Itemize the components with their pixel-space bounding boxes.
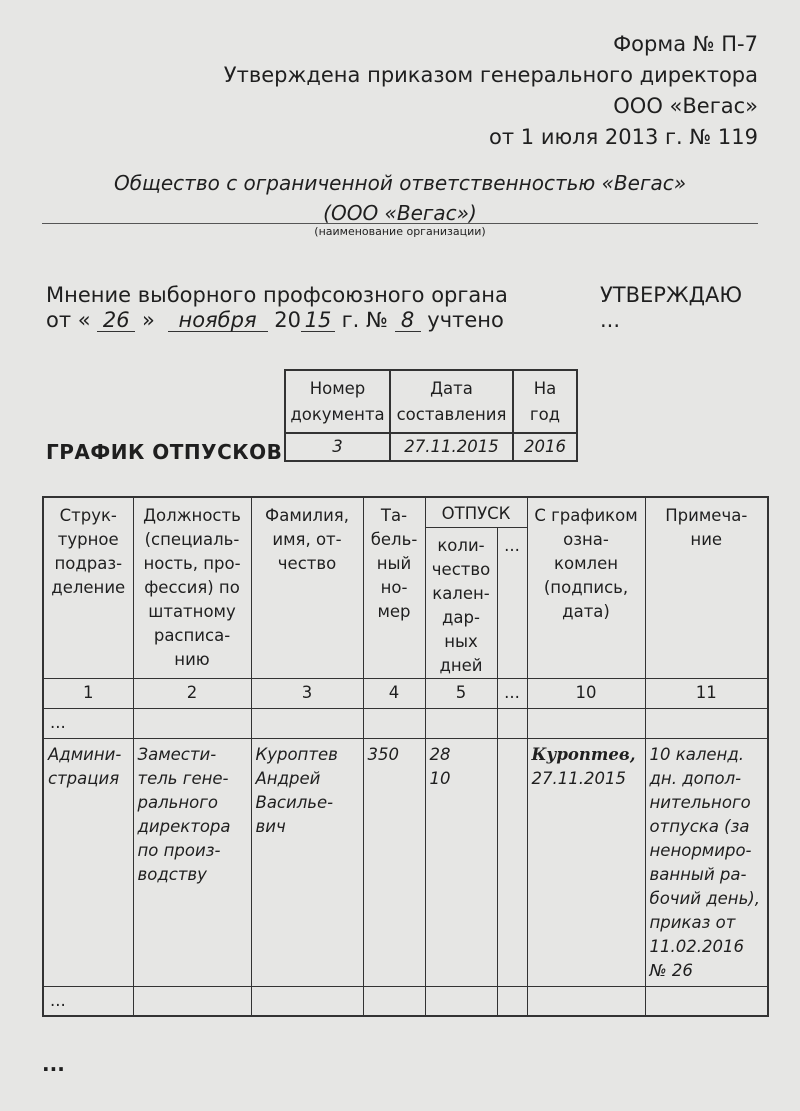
header-vacation: ОТПУСК — [425, 497, 527, 527]
header-vacation-dots: ... — [497, 527, 527, 678]
column-number-4: 4 — [363, 678, 425, 708]
opinion-suffix: учтено — [427, 308, 504, 332]
organization-short-name: (ООО «Вегас») — [323, 201, 477, 225]
column-number-dots: ... — [497, 678, 527, 708]
row-acknowledgement — [527, 738, 645, 986]
approve-label: УТВЕРЖДАЮ — [600, 283, 743, 307]
company-short-line: ООО «Вегас» — [613, 94, 758, 118]
opinion-year-suffix: 15 — [301, 309, 335, 332]
organization-caption: (наименование организации) — [314, 225, 486, 238]
doc-number-value: 3 — [285, 433, 390, 461]
order-line: от 1 июля 2013 г. № 119 — [489, 125, 758, 149]
row-note: 10 календ. дн. допол- нительного отпуска (за ненормиро- ванный ра- бочий день), приказ от 11.02.2016 № 26 — [645, 738, 768, 986]
approved-by-line: Утверждена приказом генерального директора — [223, 63, 758, 87]
approve-dots: ... — [600, 308, 621, 332]
opinion-year-word: г. — [341, 308, 360, 332]
bottom-ellipsis: ... — [42, 1052, 65, 1076]
header-division: Струк- турное подраз- деление — [43, 497, 133, 678]
column-number-10: 10 — [527, 678, 645, 708]
header-acknowledged: С графиком озна- комлен (подпись, дата) — [527, 497, 645, 678]
organization-full-name: Общество с ограниченной ответственностью «Вегас» — [113, 171, 687, 195]
column-number-3: 3 — [251, 678, 363, 708]
row-calendar-days: 28 10 — [425, 738, 497, 986]
row-signature: Куроптев, — [531, 744, 636, 764]
opinion-number: 8 — [395, 309, 421, 332]
column-number-1: 1 — [43, 678, 133, 708]
organization-underline — [42, 223, 758, 224]
row-full-name: Куроптев Андрей Василье- вич — [251, 738, 363, 986]
doc-year-value: 2016 — [513, 433, 577, 461]
ellipsis-row-bottom: ... — [43, 986, 133, 1016]
column-number-11: 11 — [645, 678, 768, 708]
header-full-name: Фамилия, имя, от- чество — [251, 497, 363, 678]
header-tab-number: Та- бель- ный но- мер — [363, 497, 425, 678]
doc-date-header: Дата составления — [390, 370, 513, 433]
header-calendar-days: коли- чество кален- дар- ных дней — [425, 527, 497, 678]
opinion-number-sign: № — [366, 308, 388, 332]
column-number-2: 2 — [133, 678, 251, 708]
doc-date-value: 27.11.2015 — [390, 433, 513, 461]
form-number: Форма № П-7 — [613, 32, 758, 56]
opinion-day: 26 — [97, 309, 135, 332]
opinion-month: ноября — [168, 309, 268, 332]
ellipsis-row-top: ... — [43, 708, 133, 738]
header-position: Должность (специаль- ность, про- фессия) по штатному расписа- нию — [133, 497, 251, 678]
row-division: Админи- страция — [43, 738, 133, 986]
header-note: Примеча- ние — [645, 497, 768, 678]
union-opinion-line1: Мнение выборного профсоюзного органа — [46, 283, 508, 307]
column-number-5: 5 — [425, 678, 497, 708]
opinion-prefix: от « — [46, 308, 91, 332]
doc-year-header: На год — [513, 370, 577, 433]
table-row — [43, 738, 768, 986]
doc-number-header: Номер документа — [285, 370, 390, 433]
vacation-schedule-table — [42, 496, 769, 1017]
row-tab-number: 350 — [363, 738, 425, 986]
document-info-table — [284, 369, 578, 462]
opinion-year-prefix: 20 — [274, 308, 301, 332]
document-title: ГРАФИК ОТПУСКОВ — [46, 440, 283, 464]
row-sign-date: 27.11.2015 — [531, 768, 626, 788]
opinion-quote-close: » — [141, 308, 155, 332]
row-position: Замести- тель гене- рального директора по произ- водству — [133, 738, 251, 986]
union-opinion-line2 — [46, 308, 504, 333]
